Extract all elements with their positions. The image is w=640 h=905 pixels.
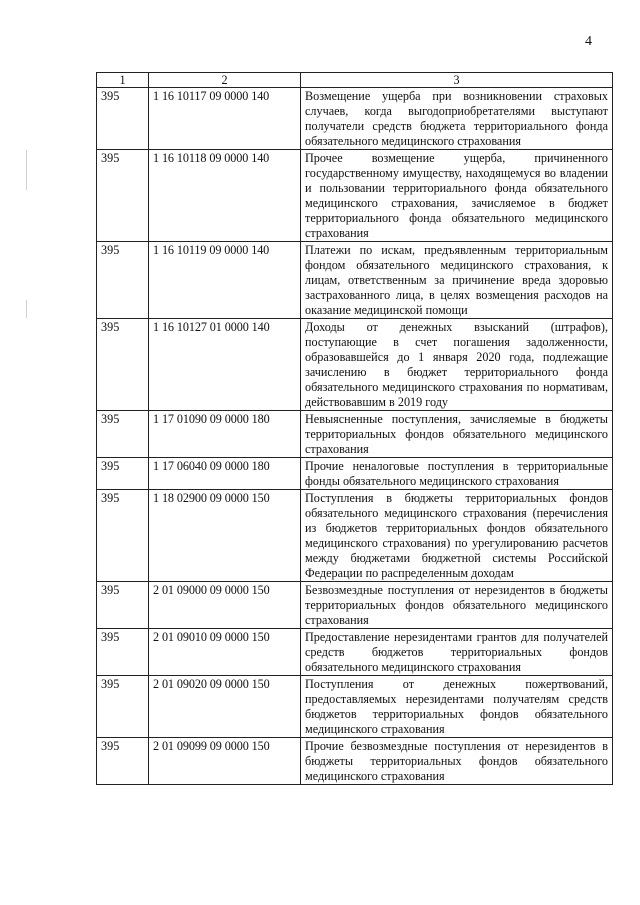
income-codes-table xyxy=(96,72,613,785)
table-row xyxy=(97,411,613,458)
table-row xyxy=(97,582,613,629)
column-header: 2 xyxy=(149,73,301,88)
income-code-cell: 1 18 02900 09 0000 150 xyxy=(149,490,301,582)
description-cell: Доходы от денежных взысканий (штрафов), поступающие в счет погашения задолженности, образовавшейся до 1 января 2020 года, подлежащие зачислению в бюджет территориального фонда обязательного медицинского страхования по нормативам, действовавшим в 2019 году xyxy=(301,319,613,411)
income-code-cell: 1 16 10119 09 0000 140 xyxy=(149,242,301,319)
income-code-cell: 2 01 09099 09 0000 150 xyxy=(149,738,301,785)
income-code-cell: 2 01 09020 09 0000 150 xyxy=(149,676,301,738)
column-header: 3 xyxy=(301,73,613,88)
scan-margin-line xyxy=(26,300,27,318)
table-row xyxy=(97,150,613,242)
description-cell: Платежи по искам, предъявленным территориальным фондом обязательного медицинского страхования, к лицам, ответственным за причинение вреда здоровью застрахованного лица, в целях возмещения расходов на оказание медицинской помощи xyxy=(301,242,613,319)
income-code-cell: 2 01 09000 09 0000 150 xyxy=(149,582,301,629)
description-cell: Прочие безвозмездные поступления от нерезидентов в бюджеты территориальных фондов обязательного медицинского страхования xyxy=(301,738,613,785)
income-code-cell: 1 17 06040 09 0000 180 xyxy=(149,458,301,490)
description-cell: Поступления от денежных пожертвований, предоставляемых нерезидентами получателям средств бюджетов территориальных фондов обязательного медицинского страхования xyxy=(301,676,613,738)
description-cell: Возмещение ущерба при возникновении страховых случаев, когда выгодоприобретателями выступают получатели средств бюджета территориального фонда обязательного медицинского страхования xyxy=(301,88,613,150)
income-code-cell: 1 16 10117 09 0000 140 xyxy=(149,88,301,150)
table-row xyxy=(97,458,613,490)
admin-code-cell: 395 xyxy=(97,458,149,490)
table-row xyxy=(97,242,613,319)
admin-code-cell: 395 xyxy=(97,676,149,738)
admin-code-cell: 395 xyxy=(97,490,149,582)
description-cell: Безвозмездные поступления от нерезидентов в бюджеты территориальных фондов обязательного медицинского страхования xyxy=(301,582,613,629)
income-code-cell: 1 16 10118 09 0000 140 xyxy=(149,150,301,242)
income-code-cell: 1 17 01090 09 0000 180 xyxy=(149,411,301,458)
income-code-cell: 1 16 10127 01 0000 140 xyxy=(149,319,301,411)
admin-code-cell: 395 xyxy=(97,582,149,629)
table-header-row xyxy=(97,73,613,88)
scan-margin-line xyxy=(26,150,27,190)
table-row xyxy=(97,490,613,582)
income-code-cell: 2 01 09010 09 0000 150 xyxy=(149,629,301,676)
admin-code-cell: 395 xyxy=(97,150,149,242)
description-cell: Невыясненные поступления, зачисляемые в бюджеты территориальных фондов обязательного медицинского страхования xyxy=(301,411,613,458)
table-row xyxy=(97,319,613,411)
admin-code-cell: 395 xyxy=(97,319,149,411)
description-cell: Предоставление нерезидентами грантов для получателей средств бюджетов территориальных фондов обязательного медицинского страхования xyxy=(301,629,613,676)
admin-code-cell: 395 xyxy=(97,629,149,676)
page-number: 4 xyxy=(585,34,592,49)
table-row xyxy=(97,676,613,738)
table-row xyxy=(97,738,613,785)
description-cell: Прочие неналоговые поступления в территориальные фонды обязательного медицинского страхования xyxy=(301,458,613,490)
admin-code-cell: 395 xyxy=(97,88,149,150)
table-row xyxy=(97,88,613,150)
table-row xyxy=(97,629,613,676)
description-cell: Поступления в бюджеты территориальных фондов обязательного медицинского страхования (перечисления из бюджетов территориальных фондов обязательного медицинского страхования) по урегулированию расчетов между бюджетами бюджетной системы Российской Федерации по распределенным доходам xyxy=(301,490,613,582)
column-header: 1 xyxy=(97,73,149,88)
admin-code-cell: 395 xyxy=(97,411,149,458)
description-cell: Прочее возмещение ущерба, причиненного государственному имуществу, находящемуся во владении и пользовании территориального фонда обязательного медицинского страхования, зачисляемое в бюджет территориального фонда обязательного медицинского страхования xyxy=(301,150,613,242)
admin-code-cell: 395 xyxy=(97,738,149,785)
admin-code-cell: 395 xyxy=(97,242,149,319)
